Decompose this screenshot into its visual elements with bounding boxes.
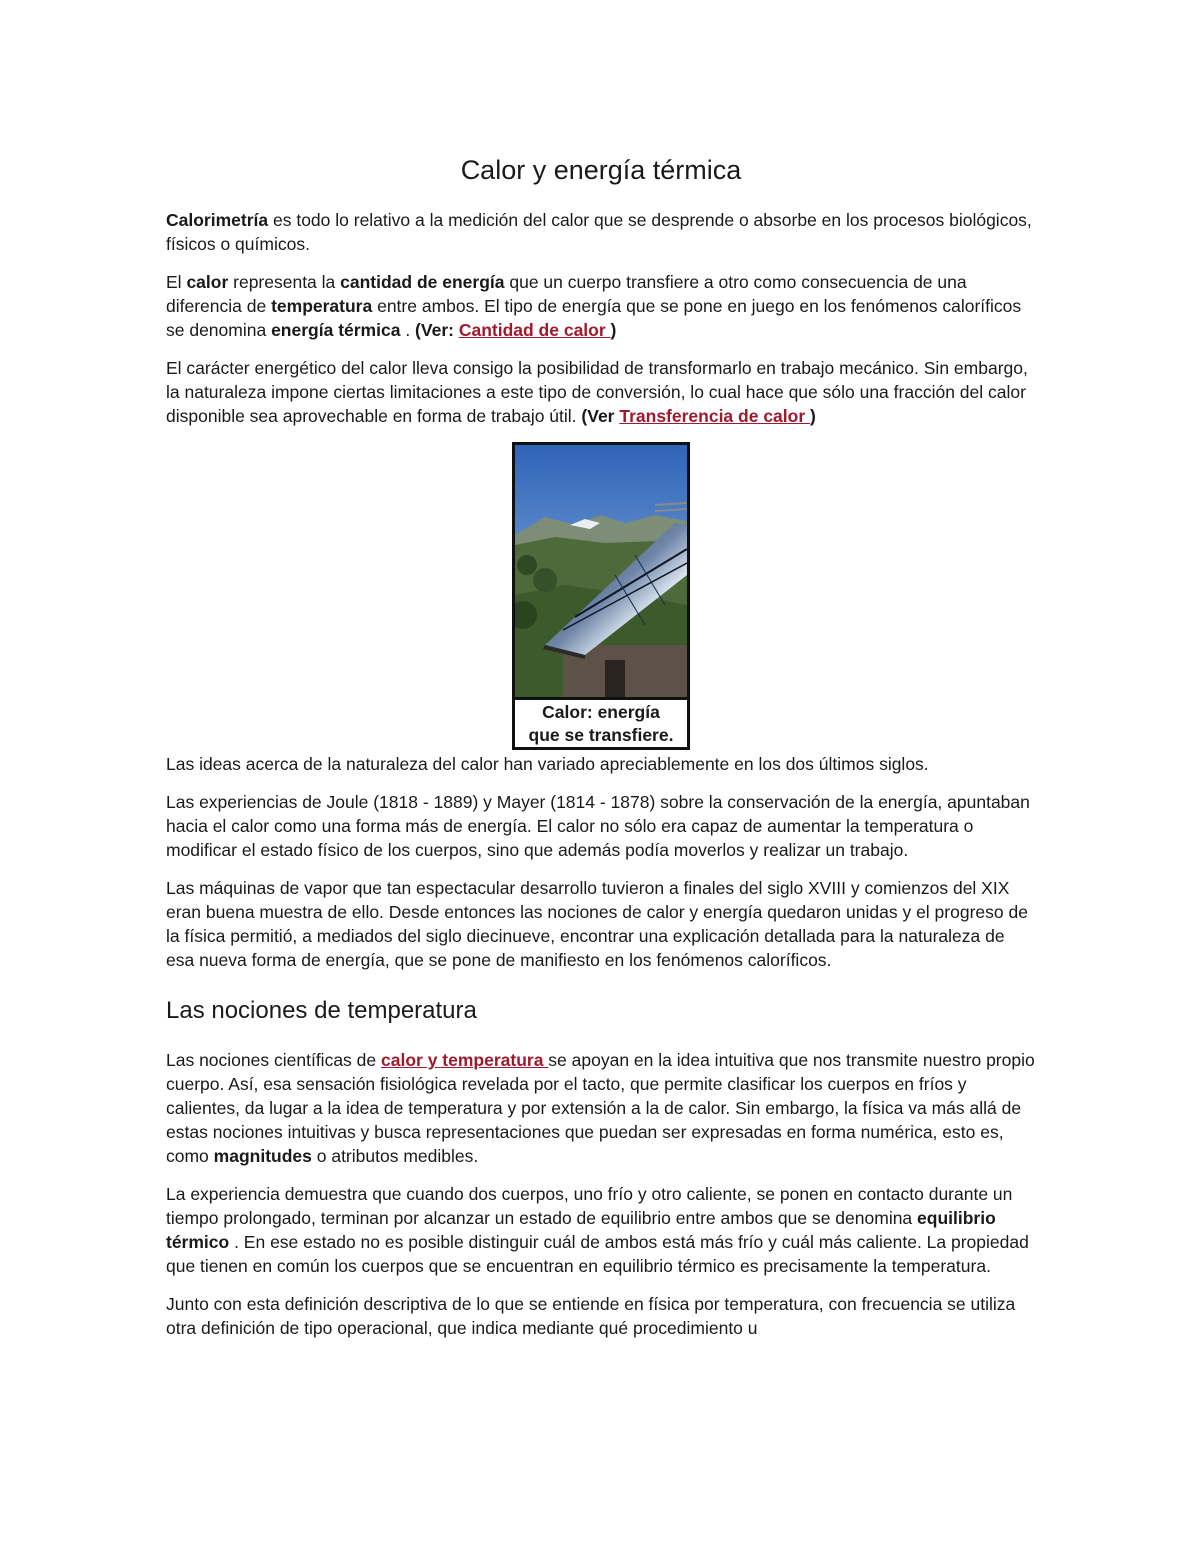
page-title: Calor y energía térmica (460, 155, 742, 185)
section-heading: Las nociones de temperatura (166, 997, 477, 1024)
solar-panel-image (515, 445, 687, 697)
link-transferencia-de-calor[interactable]: Transferencia de calor (619, 406, 811, 426)
link-calor-y-temperatura[interactable]: calor y temperatura (381, 1050, 549, 1070)
paragraph-joule-mayer: Las experiencias de Joule (1818 - 1889) y Mayer (1814 - 1878) sobre la conservación de la energía, apuntaban hacia el calor como una forma más de energía. El calor no sólo era capaz de aumentar la temperatura o modificar el estado físico de los cuerpos, sino que además podía moverlos y realizar un trabajo. (166, 792, 1030, 860)
paragraph-calorimetria: Calorimetría es todo lo relativo a la medición del calor que se desprende o absorbe en los procesos biológicos, físicos o químicos. (166, 210, 1032, 254)
link-cantidad-de-calor[interactable]: Cantidad de calor (458, 320, 611, 340)
paragraph-maquinas-vapor: Las máquinas de vapor que tan espectacular desarrollo tuvieron a finales del siglo XVIII y comienzos del XIX eran buena muestra de ello. Desde entonces las nociones de calor y energía quedaron unidas y el progreso de la física permitió, a mediados del siglo diecinueve, encontrar una explicación detallada para la naturaleza de esa nueva forma de energía, que se pone de manifiesto en los fenómenos caloríficos. (166, 878, 1028, 970)
bold-term: equilibrio térmico (166, 1208, 996, 1252)
bold-term: Calorimetría (166, 210, 269, 230)
paragraph-ideas: Las ideas acerca de la naturaleza del calor han variado apreciablemente en los dos últimos siglos. (166, 754, 929, 774)
bold-term: magnitudes (213, 1146, 312, 1166)
paragraph-calor: El calor representa la cantidad de energía que un cuerpo transfiere a otro como consecuencia de una diferencia de temperatura entre ambos. El tipo de energía que se pone en juego en los fenómenos caloríficos se denomina energía térmica . (Ver: Cantidad de calor ) (166, 272, 1022, 340)
paragraph-definicion: Junto con esta definición descriptiva de lo que se entiende en física por temperatura, con frecuencia se utiliza otra definición de tipo operacional, que indica mediante qué procedimiento u (166, 1294, 1016, 1338)
document-page (166, 150, 1036, 1354)
figure-caption: Calor: energía que se transfiere. (515, 697, 687, 747)
bold-term: energía térmica (271, 320, 401, 340)
paragraph-caracter-energetico: El carácter energético del calor lleva consigo la posibilidad de transformarlo en trabajo mecánico. Sin embargo, la naturaleza impone ciertas limitaciones a este tipo de conversión, lo cual hace que sólo una fracción del calor disponible sea aprovechable en forma de trabajo útil. (Ver Transferencia de calor ) (166, 358, 1028, 426)
bold-term: calor (186, 272, 229, 292)
bold-term: cantidad de energía (340, 272, 505, 292)
solar-panel-figure (512, 442, 690, 750)
paragraph-equilibrio: La experiencia demuestra que cuando dos cuerpos, uno frío y otro caliente, se ponen en contacto durante un tiempo prolongado, terminan por alcanzar un estado de equilibrio entre ambos que se denomina equilibrio térmico . En ese estado no es posible distinguir cuál de ambos está más frío y cuál más caliente. La propiedad que tienen en común los cuerpos que se encuentran en equilibrio térmico es precisamente la temperatura. (166, 1184, 1029, 1276)
paragraph-nociones: Las nociones científicas de calor y temperatura se apoyan en la idea intuitiva que nos transmite nuestro propio cuerpo. Así, esa sensación fisiológica revelada por el tacto, que permite clasificar los cuerpos en fríos y calientes, da lugar a la idea de temperatura y por extensión a la de calor. Sin embargo, la física va más allá de estas nociones intuitivas y busca representaciones que puedan ser expresadas en forma numérica, esto es, como magnitudes o atributos medibles. (166, 1050, 1035, 1166)
bold-term: temperatura (271, 296, 373, 316)
